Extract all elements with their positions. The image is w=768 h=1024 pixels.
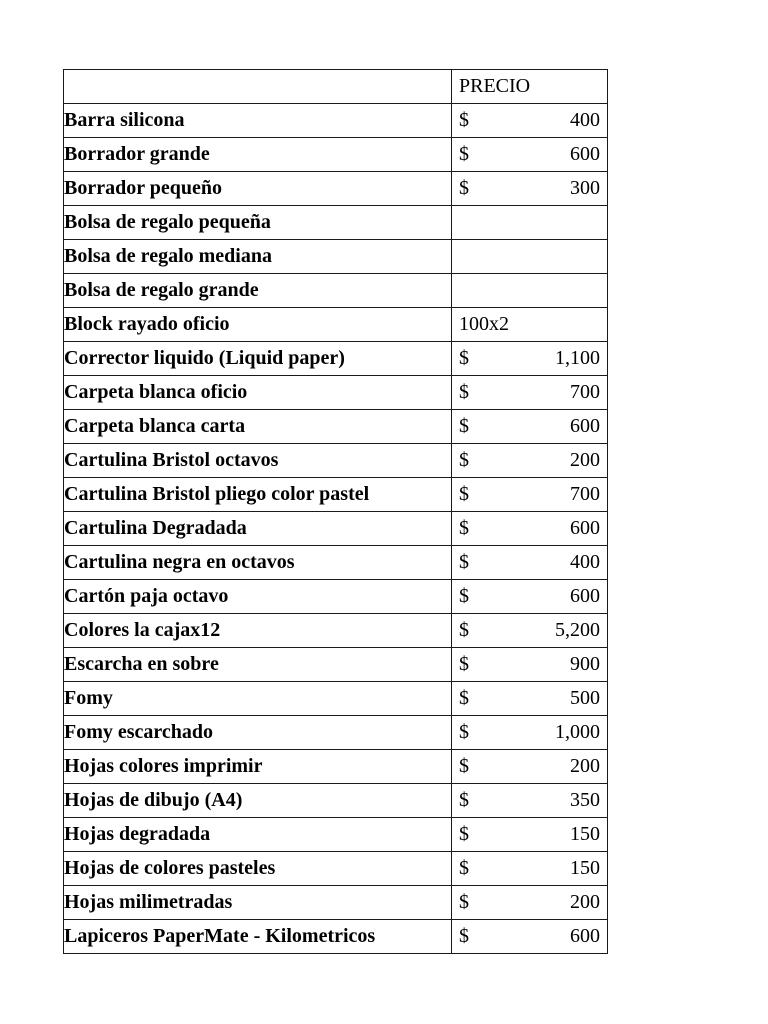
table-body — [64, 104, 608, 954]
price-cell — [452, 818, 608, 852]
table-row — [64, 104, 608, 138]
currency-symbol: $ — [459, 109, 469, 131]
currency-symbol: $ — [459, 415, 469, 437]
price-cell — [452, 172, 608, 206]
item-name-cell: Hojas de dibujo (A4) — [64, 784, 452, 818]
currency-symbol: $ — [459, 789, 469, 811]
item-name-cell: Corrector liquido (Liquid paper) — [64, 342, 452, 376]
table-row — [64, 274, 608, 308]
price-cell — [452, 716, 608, 750]
price-amount: 400 — [570, 551, 600, 573]
currency-symbol: $ — [459, 177, 469, 199]
table-row — [64, 410, 608, 444]
price-cell — [452, 410, 608, 444]
price-amount: 700 — [570, 381, 600, 403]
price-amount: 350 — [570, 789, 600, 811]
price-list-sheet — [63, 69, 607, 954]
price-amount: 600 — [570, 415, 600, 437]
item-name-cell: Fomy — [64, 682, 452, 716]
currency-symbol: $ — [459, 483, 469, 505]
item-name-cell: Barra silicona — [64, 104, 452, 138]
item-name-cell: Borrador grande — [64, 138, 452, 172]
price-amount: 1,000 — [555, 721, 600, 743]
price-cell — [452, 376, 608, 410]
price-amount: 150 — [570, 823, 600, 845]
price-cell — [452, 920, 608, 954]
item-name-cell: Hojas degradada — [64, 818, 452, 852]
table-row — [64, 138, 608, 172]
table-row — [64, 852, 608, 886]
currency-symbol: $ — [459, 687, 469, 709]
table-row — [64, 886, 608, 920]
price-cell — [452, 580, 608, 614]
item-header-cell — [64, 70, 452, 104]
price-amount: 5,200 — [555, 619, 600, 641]
currency-symbol: $ — [459, 823, 469, 845]
price-amount: 1,100 — [555, 347, 600, 369]
table-row — [64, 342, 608, 376]
currency-symbol: $ — [459, 449, 469, 471]
price-cell — [452, 750, 608, 784]
currency-symbol: $ — [459, 619, 469, 641]
currency-symbol: $ — [459, 857, 469, 879]
table-row — [64, 376, 608, 410]
price-cell — [452, 206, 608, 240]
item-name-cell: Bolsa de regalo pequeña — [64, 206, 452, 240]
currency-symbol: $ — [459, 517, 469, 539]
item-name-cell: Borrador pequeño — [64, 172, 452, 206]
currency-symbol: $ — [459, 891, 469, 913]
price-cell — [452, 614, 608, 648]
item-name-cell: Hojas colores imprimir — [64, 750, 452, 784]
price-cell — [452, 274, 608, 308]
currency-symbol: $ — [459, 347, 469, 369]
table-row — [64, 444, 608, 478]
table-row — [64, 308, 608, 342]
table-row — [64, 818, 608, 852]
price-cell — [452, 444, 608, 478]
price-amount: 700 — [570, 483, 600, 505]
table-row — [64, 580, 608, 614]
item-name-cell: Carpeta blanca oficio — [64, 376, 452, 410]
price-cell — [452, 240, 608, 274]
price-cell — [452, 886, 608, 920]
price-column-header: PRECIO — [459, 75, 531, 97]
price-cell — [452, 784, 608, 818]
table-row — [64, 920, 608, 954]
price-cell — [452, 478, 608, 512]
item-name-cell: Escarcha en sobre — [64, 648, 452, 682]
item-name-cell: Cartulina Bristol pliego color pastel — [64, 478, 452, 512]
item-name-cell: Lapiceros PaperMate - Kilometricos — [64, 920, 452, 954]
price-amount: 300 — [570, 177, 600, 199]
table-row — [64, 750, 608, 784]
item-name-cell: Cartulina Bristol octavos — [64, 444, 452, 478]
price-cell — [452, 104, 608, 138]
item-name-cell: Fomy escarchado — [64, 716, 452, 750]
item-name-cell: Cartulina Degradada — [64, 512, 452, 546]
table-row — [64, 512, 608, 546]
price-table — [63, 69, 608, 954]
item-name-cell: Bolsa de regalo grande — [64, 274, 452, 308]
price-amount: 200 — [570, 449, 600, 471]
price-cell — [452, 852, 608, 886]
price-amount: 600 — [570, 585, 600, 607]
price-cell — [452, 682, 608, 716]
table-row — [64, 716, 608, 750]
price-amount: 400 — [570, 109, 600, 131]
item-name-cell: Hojas milimetradas — [64, 886, 452, 920]
table-row — [64, 240, 608, 274]
currency-symbol: $ — [459, 721, 469, 743]
item-name-cell: Bolsa de regalo mediana — [64, 240, 452, 274]
price-amount: 600 — [570, 517, 600, 539]
item-name-cell: Carpeta blanca carta — [64, 410, 452, 444]
item-name-cell: Block rayado oficio — [64, 308, 452, 342]
price-amount: 900 — [570, 653, 600, 675]
currency-symbol: $ — [459, 143, 469, 165]
price-cell — [452, 648, 608, 682]
table-row — [64, 478, 608, 512]
price-amount: 500 — [570, 687, 600, 709]
item-name-cell: Cartón paja octavo — [64, 580, 452, 614]
item-name-cell: Colores la cajax12 — [64, 614, 452, 648]
item-name-cell: Hojas de colores pasteles — [64, 852, 452, 886]
table-row — [64, 648, 608, 682]
currency-symbol: $ — [459, 381, 469, 403]
table-row — [64, 614, 608, 648]
price-amount: 600 — [570, 925, 600, 947]
header-row — [64, 70, 608, 104]
table-row — [64, 546, 608, 580]
price-cell — [452, 546, 608, 580]
table-row — [64, 784, 608, 818]
price-note: 100x2 — [459, 313, 509, 335]
price-cell — [452, 308, 608, 342]
price-cell — [452, 138, 608, 172]
price-header-cell — [452, 70, 608, 104]
table-row — [64, 682, 608, 716]
currency-symbol: $ — [459, 925, 469, 947]
price-cell — [452, 512, 608, 546]
price-amount: 200 — [570, 755, 600, 777]
price-amount: 600 — [570, 143, 600, 165]
item-name-cell: Cartulina negra en octavos — [64, 546, 452, 580]
currency-symbol: $ — [459, 653, 469, 675]
price-cell — [452, 342, 608, 376]
price-amount: 150 — [570, 857, 600, 879]
table-row — [64, 206, 608, 240]
currency-symbol: $ — [459, 755, 469, 777]
table-row — [64, 172, 608, 206]
currency-symbol: $ — [459, 551, 469, 573]
currency-symbol: $ — [459, 585, 469, 607]
price-amount: 200 — [570, 891, 600, 913]
